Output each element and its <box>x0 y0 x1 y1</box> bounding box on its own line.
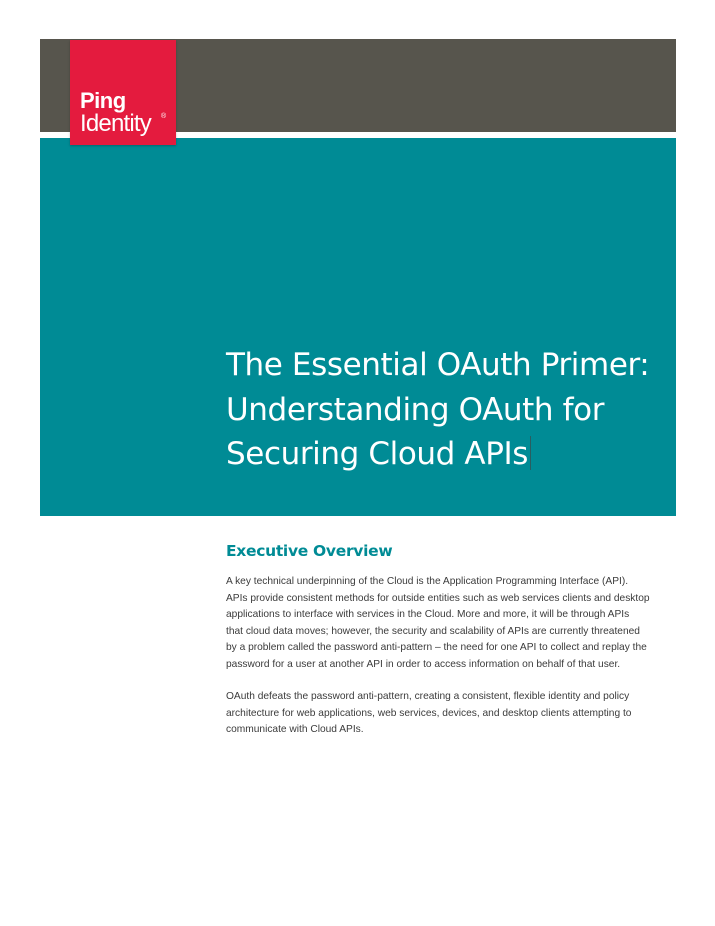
paragraph-line: OAuth defeats the password anti-pattern, creating a consistent, flexible identity and policy <box>226 691 630 702</box>
paragraph-line: password for a user at another API in order to access information on behalf of that user. <box>226 658 621 670</box>
logo-text-identity: Identity <box>80 110 151 137</box>
paragraph-intro <box>226 574 676 674</box>
paragraph-oauth <box>226 689 676 739</box>
title-line: Understanding OAuth for <box>226 391 605 428</box>
document-title <box>226 343 666 477</box>
text-cursor <box>530 436 531 470</box>
paragraph-line: APIs provide consistent methods for outside entities such as web services clients and desktop <box>226 592 650 604</box>
paragraph-line: A key technical underpinning of the Cloud is the Application Programming Interface (API). <box>226 576 629 587</box>
ping-identity-logo <box>70 40 176 145</box>
title-line: The Essential OAuth Primer: <box>226 347 650 383</box>
paragraph-line: architecture for web applications, web services, devices, and desktop clients attempting to <box>226 707 632 719</box>
section-heading: Executive Overview <box>226 542 393 560</box>
paragraph-line: applications to interface with services in the Cloud. More and more, it will be through APIs <box>226 609 630 621</box>
title-line-last <box>226 432 666 477</box>
title-line-text: Securing Cloud APIs <box>226 436 528 472</box>
paragraph-line: that cloud data moves; however, the security and scalability of APIs are currently threatened <box>226 625 640 637</box>
paragraph-line: by a problem called the password anti-pattern – the need for one API to collect and replay the <box>226 642 647 654</box>
logo-text-ping: Ping <box>80 88 126 113</box>
registered-mark: ® <box>161 113 167 120</box>
paragraph-line: communicate with Cloud APIs. <box>226 724 364 736</box>
